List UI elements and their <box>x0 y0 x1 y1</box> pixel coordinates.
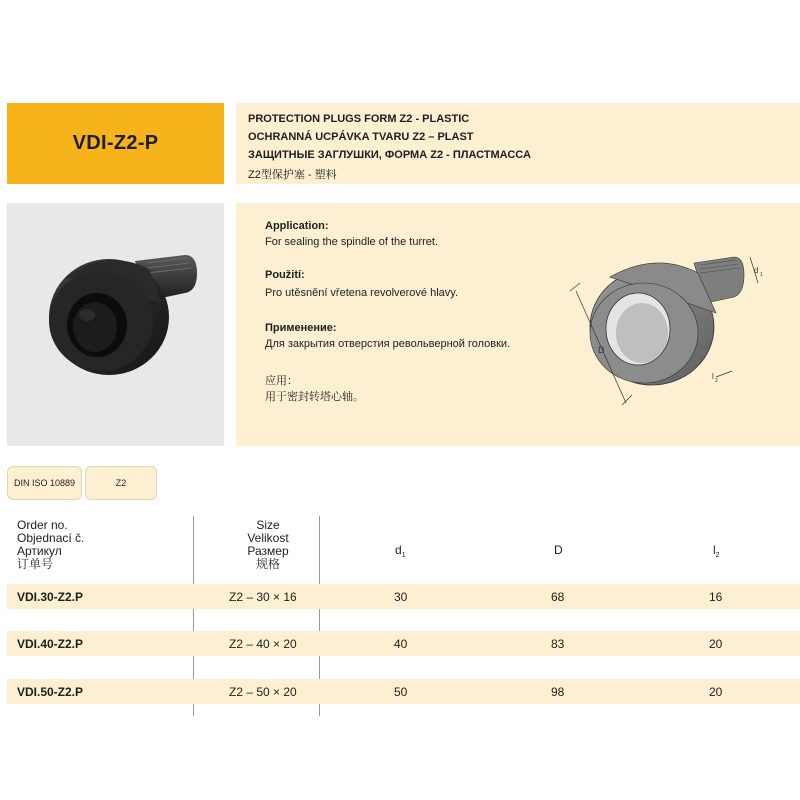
technical-drawing <box>566 243 796 423</box>
application-text-en: For sealing the spindle of the turret. <box>265 236 439 248</box>
description-en: PROTECTION PLUGS FORM Z2 - PLASTIC <box>248 113 470 125</box>
drawing-label-d1-sub: 1 <box>760 272 763 278</box>
row-D: 83 <box>551 637 565 651</box>
drawing-label-D: D <box>598 345 605 355</box>
drawing-label-d1: d <box>754 266 759 275</box>
application-text-cz: Pro utěsnění vřetena revolverové hlavy. <box>265 287 459 299</box>
application-label-ru: Применение: <box>265 322 337 334</box>
row-d1: 30 <box>394 590 408 604</box>
row-size: Z2 – 50 × 20 <box>229 685 297 699</box>
application-text-ru: Для закрытия отверстия револьверной головки. <box>265 338 511 350</box>
drawing-label-l2-sub: 2 <box>715 378 718 384</box>
product-description-panel <box>236 103 800 184</box>
row-order: VDI.30-Z2.P <box>17 590 84 604</box>
row-l2: 20 <box>709 637 723 651</box>
header-D: D <box>554 543 563 557</box>
protection-plug-photo <box>7 203 224 446</box>
application-label-en: Application: <box>265 220 329 232</box>
description-cz: OCHRANNÁ UCPÁVKA TVARU Z2 – PLAST <box>248 131 474 143</box>
row-D: 98 <box>551 685 565 699</box>
application-label-zh: 应用： <box>265 375 298 387</box>
form-tag: Z2 <box>85 466 157 500</box>
row-D: 68 <box>551 590 565 604</box>
product-title: VDI-Z2-P <box>72 132 159 154</box>
row-order: VDI.50-Z2.P <box>17 685 84 699</box>
application-text-zh: 用于密封转塔心轴。 <box>265 391 364 403</box>
standard-tag: DIN ISO 10889 <box>7 466 82 500</box>
application-panel <box>236 203 800 446</box>
description-ru: ЗАЩИТНЫЕ ЗАГЛУШКИ, ФОРМА Z2 - ПЛАСТМАССА <box>248 149 531 161</box>
row-d1: 40 <box>394 637 408 651</box>
row-d1: 50 <box>394 685 408 699</box>
header-d1: $d_1$ <box>395 543 406 559</box>
row-size: Z2 – 40 × 20 <box>229 637 297 651</box>
row-l2: 16 <box>709 590 723 604</box>
product-table <box>7 516 800 716</box>
drawing-label-l2: l <box>712 372 714 381</box>
header-l2: $l_2$ <box>713 543 720 559</box>
description-zh: Z2型保护塞 - 塑料 <box>248 169 337 181</box>
product-title-box <box>7 103 224 184</box>
row-l2: 20 <box>709 685 723 699</box>
row-size: Z2 – 30 × 16 <box>229 590 297 604</box>
application-label-cz: Použití: <box>265 269 305 281</box>
header-order: Order no. Objednací č. Артикул 订单号 <box>17 518 85 571</box>
product-photo-panel <box>7 203 224 446</box>
row-order: VDI.40-Z2.P <box>17 637 84 651</box>
header-size: Size Velikost Размер 规格 <box>247 518 289 571</box>
